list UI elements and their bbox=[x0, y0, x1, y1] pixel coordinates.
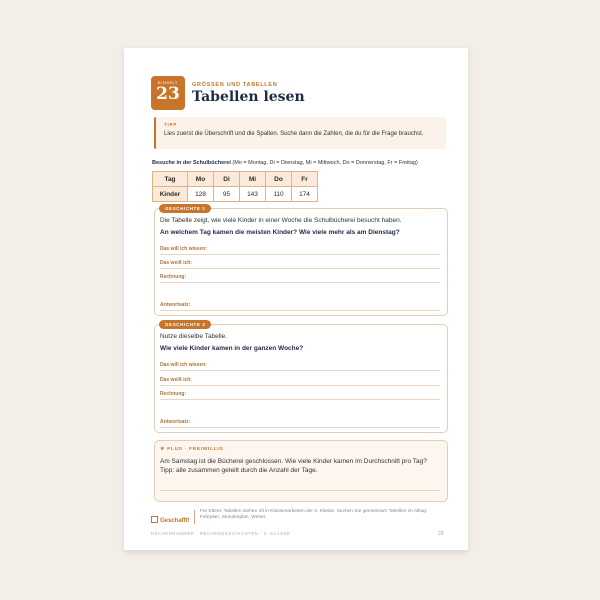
plus-label-text: PLUS · FREIWILLIG bbox=[167, 447, 224, 452]
table-day: Mi bbox=[240, 172, 266, 187]
unit-number: 23 bbox=[156, 84, 180, 104]
table-value: 174 bbox=[292, 187, 318, 202]
story-1-question: An welchem Tag kamen die meisten Kinder? Wie viele mehr als am Dienstag? bbox=[160, 229, 400, 236]
checkbox-icon bbox=[151, 516, 158, 523]
field-calculation-label: Rechnung: bbox=[160, 274, 187, 280]
story-2-badge: GESCHICHTE 2 bbox=[159, 320, 211, 329]
table-value: 110 bbox=[266, 187, 292, 202]
divider bbox=[194, 510, 195, 524]
table-row-label: Kinder bbox=[153, 187, 188, 202]
table-value: 95 bbox=[214, 187, 240, 202]
table-day: Fr bbox=[292, 172, 318, 187]
table-day: Mo bbox=[188, 172, 214, 187]
plus-label bbox=[160, 447, 224, 452]
story-2-question: Wie viele Kinder kamen in der ganzen Woche? bbox=[160, 345, 304, 352]
done-label: Geschafft! bbox=[160, 518, 190, 524]
tip-text: Lies zuerst die Überschrift und die Spalten. Suche dann die Zahlen, die du für die Frage brauchst. bbox=[164, 131, 424, 137]
table-header-row bbox=[153, 172, 318, 187]
answer-line-want-to-know[interactable] bbox=[160, 370, 440, 371]
table-day: Do bbox=[266, 172, 292, 187]
tip-label: TIPP bbox=[164, 122, 178, 127]
worksheet-page bbox=[124, 48, 468, 550]
answer-line-plus[interactable] bbox=[160, 490, 440, 491]
field-know-label: Das weiß ich: bbox=[160, 377, 192, 383]
table-caption bbox=[152, 160, 418, 166]
plus-card bbox=[154, 440, 448, 502]
table-day: Di bbox=[214, 172, 240, 187]
story-1-intro: Die Tabelle zeigt, wie viele Kinder in einer Woche die Schulbücherei besucht haben. bbox=[160, 217, 402, 224]
answer-line-answer[interactable] bbox=[160, 427, 440, 428]
section-kicker: GRÖSSEN UND TABELLEN bbox=[192, 82, 278, 88]
story-2-intro: Nutze dieselbe Tabelle. bbox=[160, 333, 228, 340]
table-value: 143 bbox=[240, 187, 266, 202]
plus-question: Am Samstag ist die Bücherei geschlossen. Wie viele Kinder kamen im Durchschnitt pro Tag? bbox=[160, 458, 427, 465]
field-answer-label: Antwortsatz: bbox=[160, 302, 191, 308]
done-checkbox[interactable] bbox=[151, 516, 190, 524]
field-answer-label: Antwortsatz: bbox=[160, 419, 191, 425]
unit-label: EINHEIT bbox=[158, 80, 178, 85]
table-header-label: Tag bbox=[153, 172, 188, 187]
field-calculation-label: Rechnung: bbox=[160, 391, 187, 397]
table-row bbox=[153, 187, 318, 202]
table-caption-title: Besuche in der Schulbücherei bbox=[152, 160, 231, 166]
star-icon: ★ bbox=[160, 447, 166, 452]
field-know-label: Das weiß ich: bbox=[160, 260, 192, 266]
answer-line-calculation[interactable] bbox=[160, 282, 440, 283]
answer-line-know[interactable] bbox=[160, 268, 440, 269]
story-2-card bbox=[154, 324, 448, 433]
unit-badge bbox=[151, 76, 185, 110]
page-title: Tabellen lesen bbox=[192, 89, 305, 105]
page-footer: RECHENRAMMER · RECHENGESCHICHTEN · 3. KLASSE bbox=[151, 531, 291, 536]
parents-note: Für Eltern: Tabellen stehen oft in Klassenarbeiten der 3. Klasse. Suchen Sie gemeinsam Tabellen im Alltag: Fahrplan, Stundenplan, Wetter. bbox=[200, 509, 428, 520]
story-1-card bbox=[154, 208, 448, 316]
field-want-to-know-label: Das will ich wissen: bbox=[160, 362, 207, 368]
answer-line-answer[interactable] bbox=[160, 310, 440, 311]
tip-box bbox=[154, 117, 446, 149]
story-1-badge: GESCHICHTE 1 bbox=[159, 204, 211, 213]
library-visits-table bbox=[152, 171, 318, 202]
table-caption-legend: (Mo = Montag, Di = Dienstag, Mi = Mittwoch, Do = Donnerstag, Fr = Freitag) bbox=[232, 160, 418, 166]
plus-hint: Tipp: alle zusammen geteilt durch die Anzahl der Tage. bbox=[160, 467, 318, 474]
page-number: 29 bbox=[438, 531, 444, 537]
answer-line-calculation[interactable] bbox=[160, 399, 440, 400]
field-want-to-know-label: Das will ich wissen: bbox=[160, 246, 207, 252]
table-value: 128 bbox=[188, 187, 214, 202]
answer-line-know[interactable] bbox=[160, 385, 440, 386]
answer-line-want-to-know[interactable] bbox=[160, 254, 440, 255]
